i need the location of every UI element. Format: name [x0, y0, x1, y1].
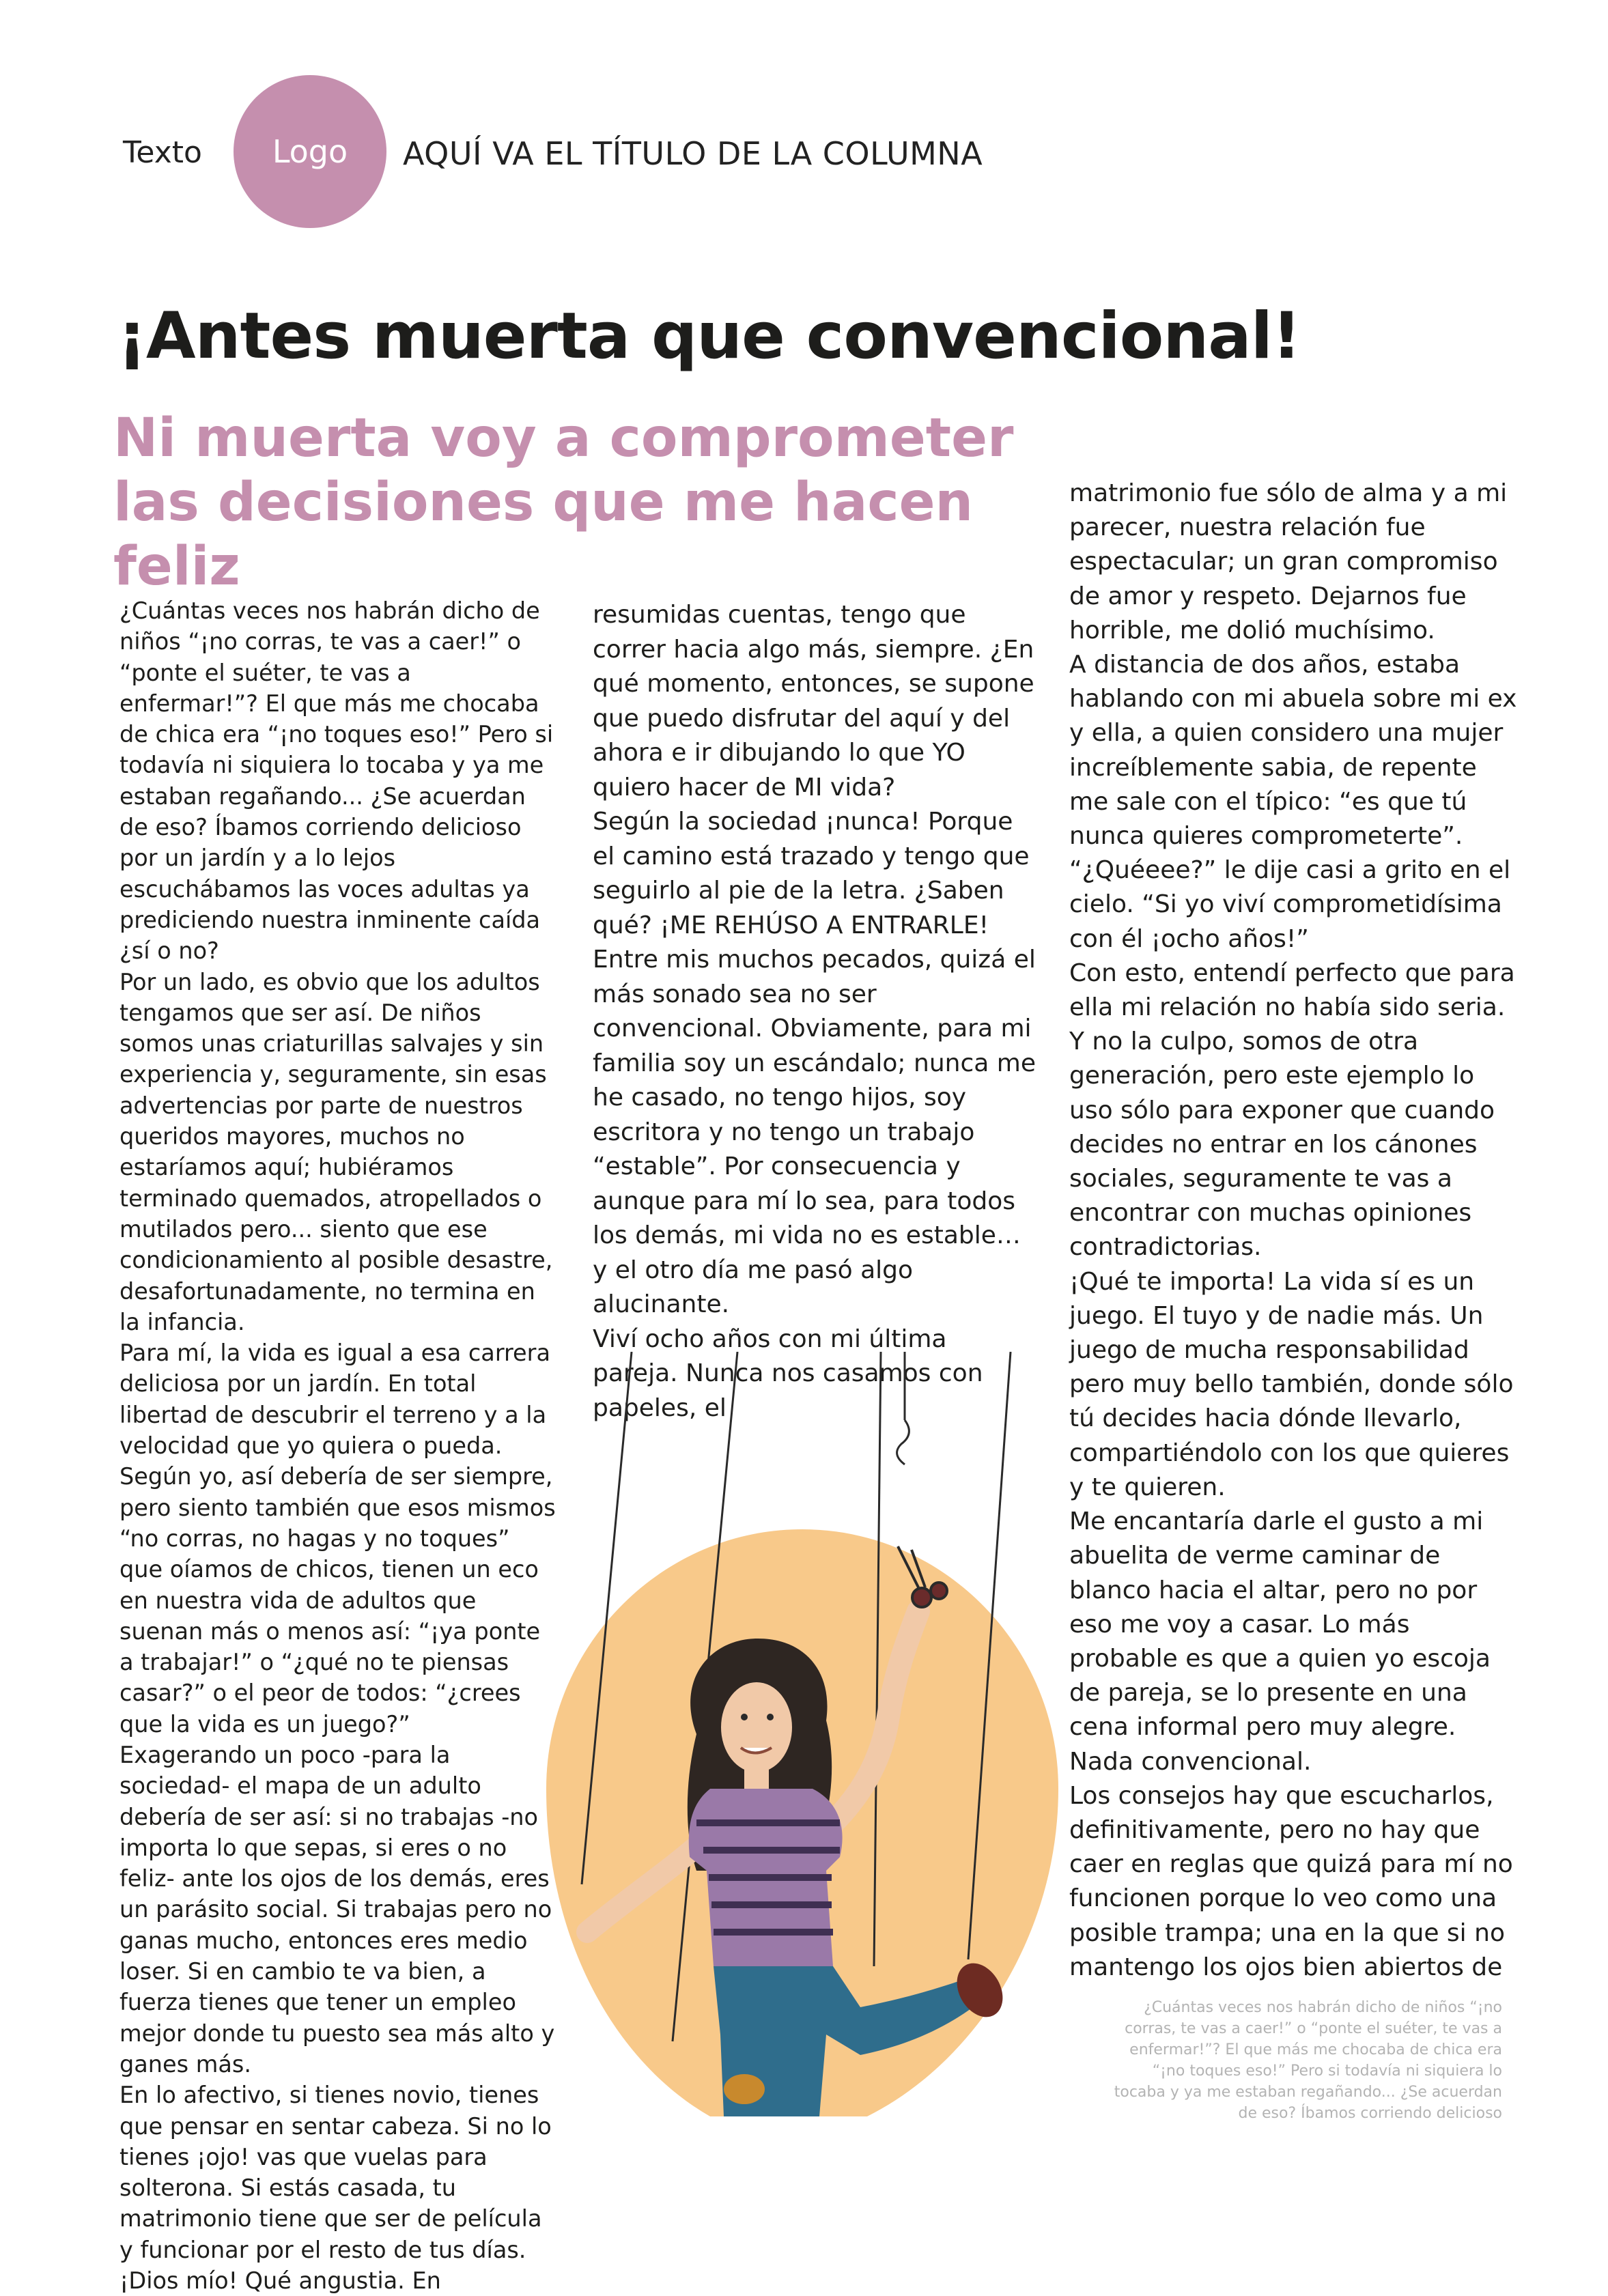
- paragraph: En lo afectivo, si tienes novio, tienes que pensar en sentar cabeza. Si no lo tienes ¡ojo! vas que vuelas para solterona. Si estás casada, tu matrimonio tiene que ser de película y funcionar por el resto de tus días. ¡Dios mío! Qué angustia. En: [119, 2082, 552, 2295]
- header-text: Texto: [123, 135, 202, 170]
- paragraph: ¡Qué te importa! La vida sí es un juego. El tuyo y de nadie más. Un juego de mucha responsabilidad pero muy bello también, donde sólo tú decides hacia dónde llevarlo, compartiéndolo con los que quieres y te quieren.: [1069, 1267, 1514, 1501]
- marionette-girl-illustration: [539, 1352, 1065, 2137]
- article-title: ¡Antes muerta que convencional!: [117, 299, 1301, 373]
- paragraph: Los consejos hay que escucharlos, definitivamente, pero no hay que caer en reglas que quizá para mí no funcionen porque lo veo como una posible trampa; una en la que si no mantengo los ojos bien abiertos de: [1069, 1781, 1513, 1981]
- article-column-3: [1069, 477, 1520, 1985]
- paragraph: Exagerando un poco -para la sociedad- el mapa de un adulto debería de ser así: si no trabajas -no importa lo que sepas, si eres o no feliz- ante los ojos de los demás, eres un parásito social. Si trabajas pero no ganas mucho, entonces eres medio loser. Si en cambio te va bien, a fuerza tienes que tener un empleo mejor donde tu puesto sea más alto y ganes más.: [119, 1741, 555, 2078]
- article-column-1: [119, 595, 556, 2296]
- paragraph: “¿Quéeee?” le dije casi a grito en el cielo. “Si yo viví comprometidísima con él ¡ocho años!”: [1069, 856, 1511, 953]
- paragraph: Según la sociedad ¡nunca! Porque el camino está trazado y tengo que seguirlo al pie de la letra. ¿Saben qué? ¡ME REHÚSO A ENTRARLE!: [593, 808, 1030, 939]
- paragraph: Entre mis muchos pecados, quizá el más sonado sea no ser convencional. Obviamente, para mi familia soy un escándalo; nunca me he casado, no tengo hijos, soy escritora y no tengo un trabajo “estable”. Por consecuencia y aunque para mí lo sea, para todos los demás, mi vida no es estable… y el otro día me pasó algo alucinante.: [593, 946, 1036, 1318]
- column-title: AQUÍ VA EL TÍTULO DE LA COLUMNA: [403, 135, 983, 172]
- paragraph: ¿Cuántas veces nos habrán dicho de niños “¡no corras, te vas a caer!” o “ponte el suéter, te vas a enfermar!”? El que más me chocaba de chica era “¡no toques eso!” Pero si todavía ni siquiera lo tocaba y ya me estaban regañando... ¿Se acuerdan de eso? Íbamos corriendo delicioso por un jardín y a lo lejos escuchábamos las voces adultas ya prediciendo nuestra inminente caída ¿sí o no?: [119, 597, 554, 965]
- logo: [234, 75, 386, 228]
- paragraph: Por un lado, es obvio que los adultos tengamos que ser así. De niños somos unas criaturillas salvajes y sin experiencia y, seguramente, sin esas advertencias por parte de nuestros queridos mayores, muchos no estaríamos aquí; hubiéramos terminado quemados, atropellados o mutilados pero... siento que ese condicionamiento al posible desastre, desafortunadamente, no termina en la infancia.: [119, 968, 553, 1335]
- article-subtitle: Ni muerta voy a comprometer las decisiones que me hacen feliz: [113, 408, 1014, 597]
- paragraph: Viví ocho años con mi última pareja. Nunca nos casamos con papeles, el: [593, 1324, 983, 1422]
- pull-quote: ¿Cuántas veces nos habrán dicho de niños “¡no corras, te vas a caer!” o “ponte el suéter, te vas a enfermar!”? El que más me chocaba de chica era “¡no toques eso!” Pero si todavía ni siquiera lo tocaba y ya me estaban regañando... ¿Se acuerdan de eso? Íbamos corriendo delicioso: [1114, 1999, 1502, 2122]
- paragraph: Con esto, entendí perfecto que para ella mi relación no había sido seria. Y no la culpo, somos de otra generación, pero este ejemplo lo uso sólo para exponer que cuando decides no entrar en los cánones sociales, seguramente te vas a encontrar con muchas opiniones contradictorias.: [1069, 959, 1515, 1262]
- face: [721, 1682, 792, 1772]
- paragraph: matrimonio fue sólo de alma y a mi parecer, nuestra relación fue espectacular; un gran compromiso de amor y respeto. Dejarnos fue horrible, me dolió muchísimo.: [1069, 479, 1508, 644]
- paragraph: resumidas cuentas, tengo que correr hacia algo más, siempre. ¿En qué momento, entonces, se supone que puedo disfrutar del aquí y del ahora e ir dibujando lo que YO quiero hacer de MI vida?: [593, 601, 1034, 802]
- paragraph: Para mí, la vida es igual a esa carrera deliciosa por un jardín. En total libertad de descubrir el terreno y a la velocidad que yo quiera o pueda. Según yo, así debería de ser siempre, pero siento también que esos mismos “no corras, no hagas y no toques” que oíamos de chicos, tienen un eco en nuestra vida de adultos que suenan más o menos así: “¡ya ponte a trabajar!” o “¿qué no te piensas casar?” o el peor de todos: “¿crees que la vida es un juego?”: [119, 1340, 556, 1738]
- article-column-2: [593, 598, 1036, 1426]
- logo-text: Logo: [272, 133, 348, 170]
- paragraph: A distancia de dos años, estaba hablando con mi abuela sobre mi ex y ella, a quien considero una mujer increíblemente sabia, de repente me sale con el típico: “es que tú nunca quieres comprometerte”.: [1069, 651, 1517, 851]
- paragraph: Me encantaría darle el gusto a mi abuelita de verme caminar de blanco hacia el altar, pero no por eso me voy a casar. Lo más probable es que a quien yo escoja de pareja, se lo presente en una cena informal pero muy alegre. Nada convencional.: [1069, 1507, 1491, 1776]
